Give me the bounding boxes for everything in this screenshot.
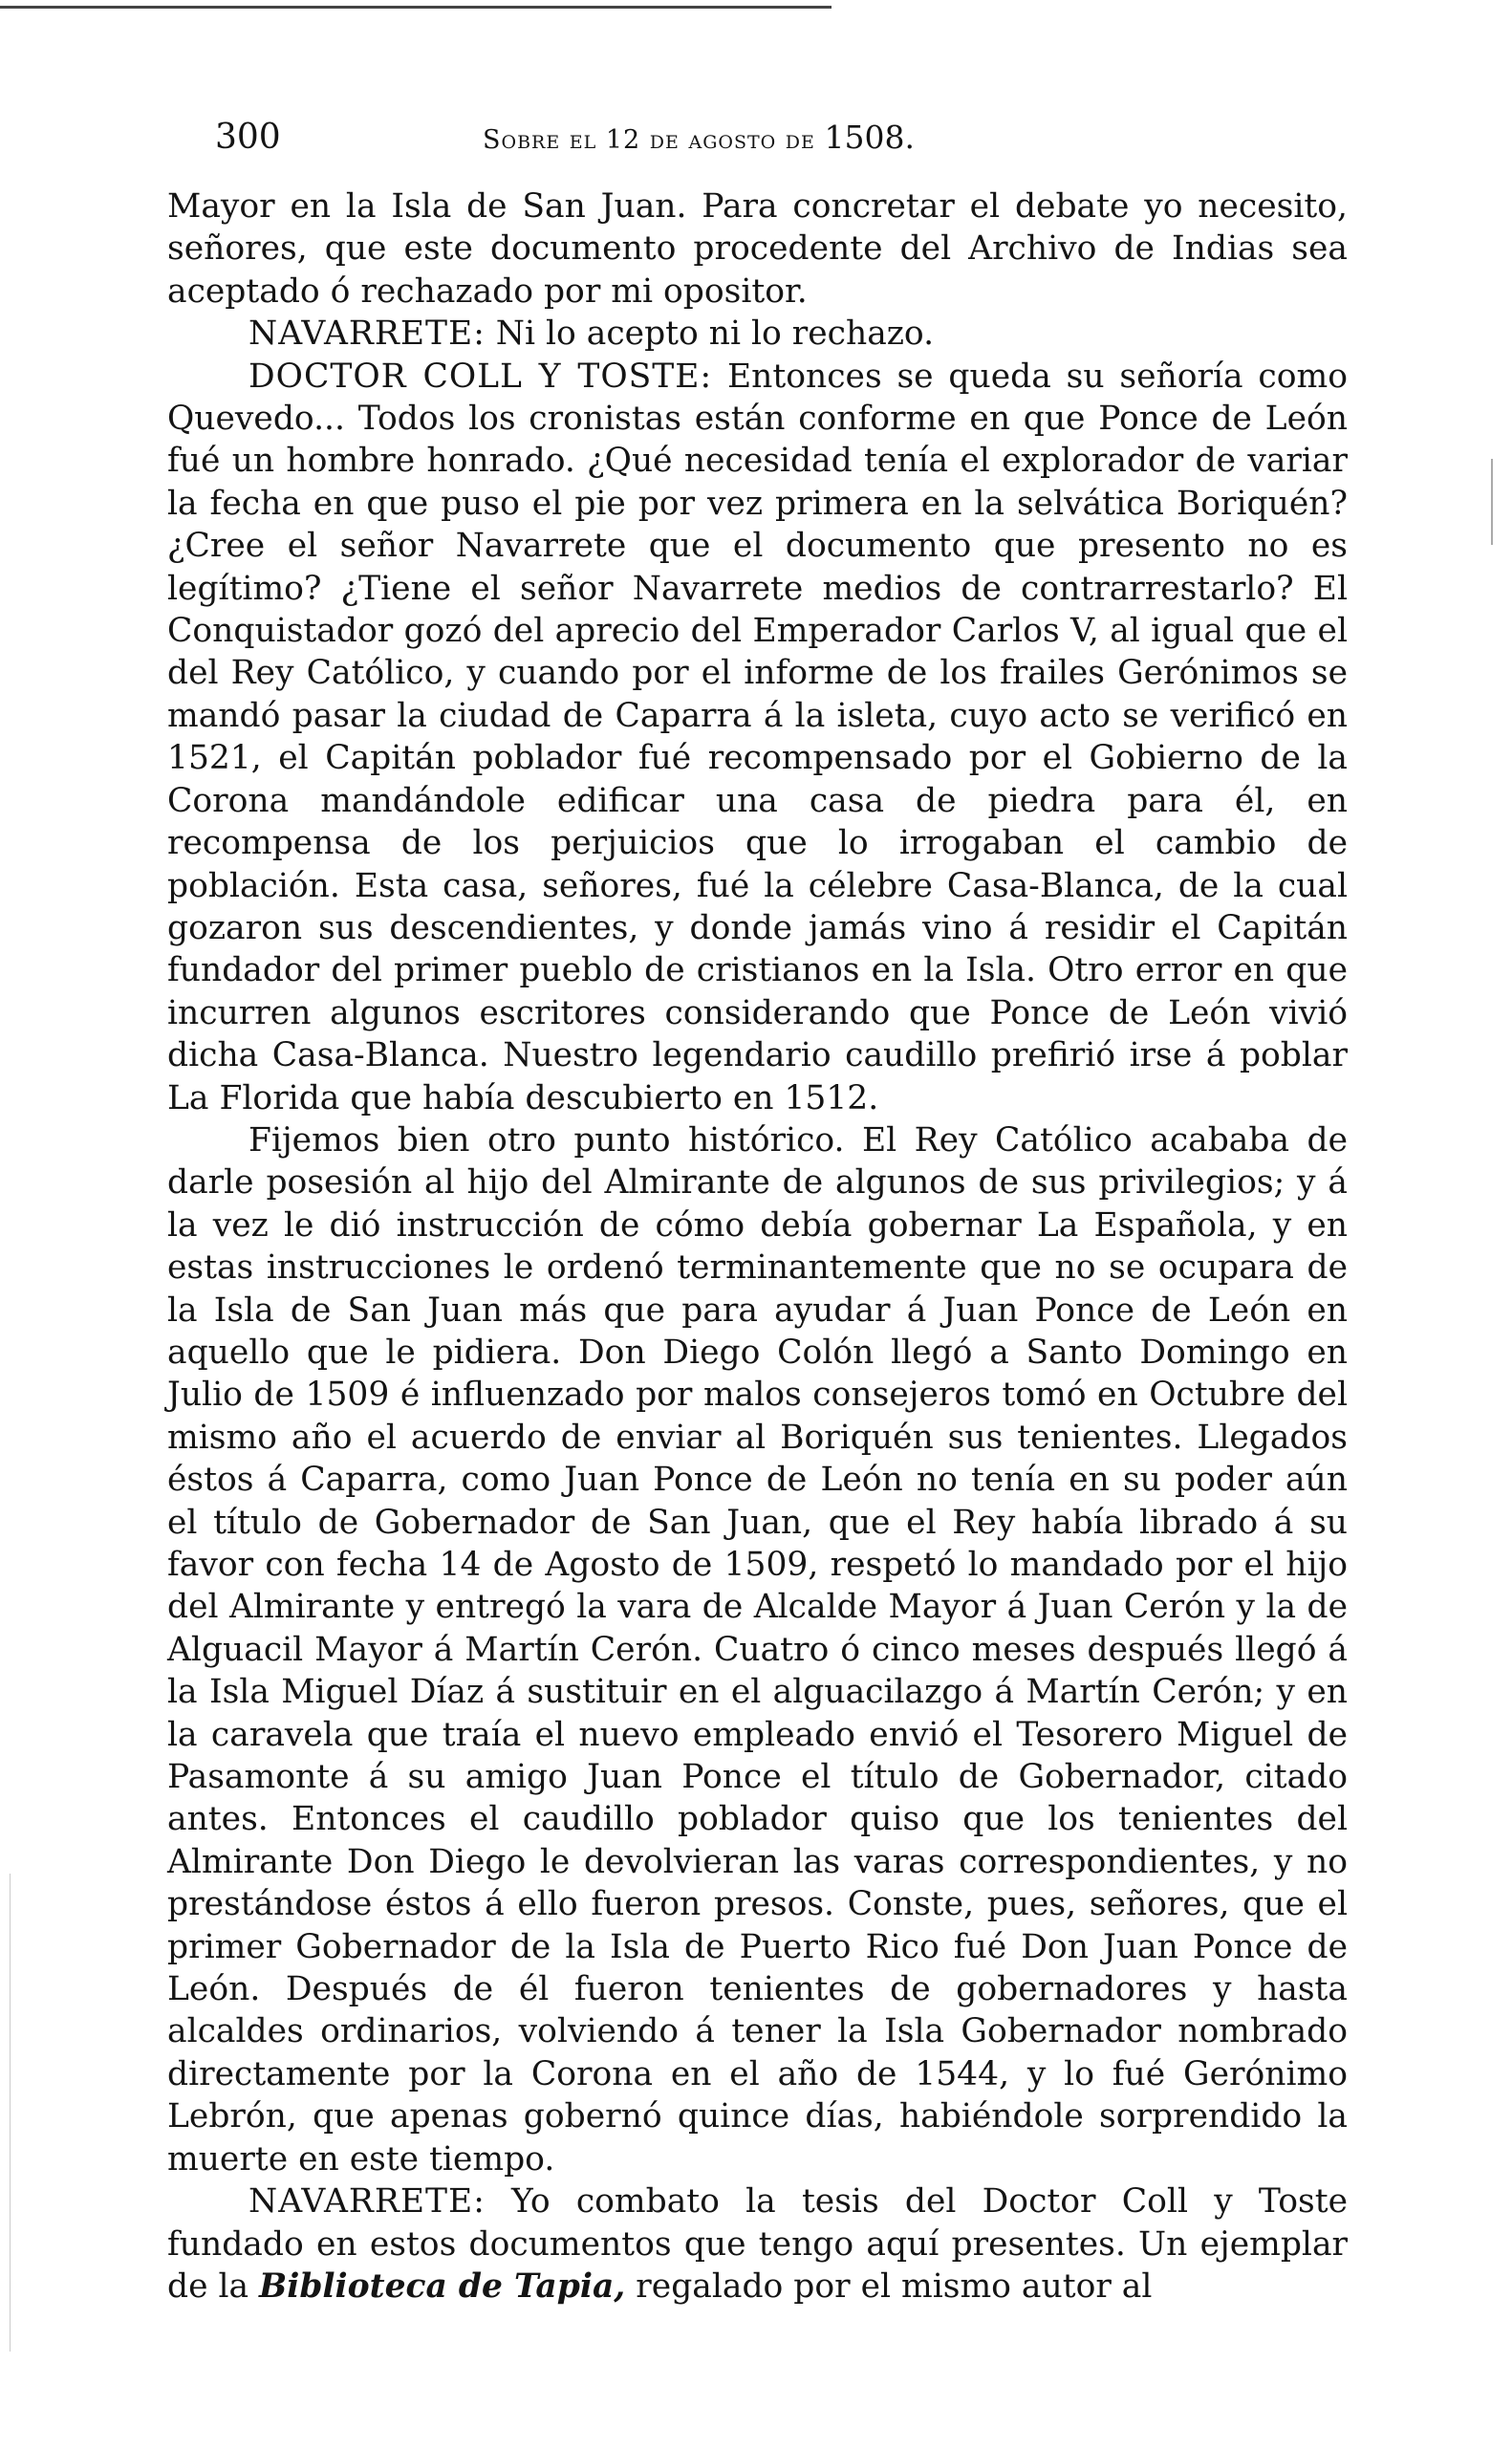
page-header	[167, 115, 1348, 161]
paragraph-1	[167, 185, 1348, 313]
book-page	[167, 115, 1348, 2308]
paragraph-1-text: Mayor en la Isla de San Juan. Para concretar el debate yo necesito, señores, que este documento procedente del Archivo de Indias sea aceptado ó rechazado por mi opositor.	[167, 187, 1348, 311]
running-head	[483, 115, 915, 163]
running-head-year: 1508.	[824, 119, 915, 156]
top-border-rule	[0, 6, 832, 9]
paragraph-4	[167, 1119, 1348, 2180]
right-margin-mark	[1491, 459, 1493, 545]
running-head-title: Sobre el 12 de agosto de	[483, 125, 815, 155]
speaker-navarrete-2: NAVARRETE:	[248, 2182, 486, 2222]
paragraph-3	[167, 356, 1348, 1119]
body-text	[167, 185, 1348, 2308]
paragraph-2	[167, 313, 1348, 355]
paragraph-5-text-after: regalado por el mismo autor al	[636, 2266, 1153, 2306]
paragraph-2-text: Ni lo acepto ni lo rechazo.	[495, 314, 935, 354]
book-title: Biblioteca de Tapia,	[259, 2266, 626, 2306]
page-number: 300	[215, 118, 281, 157]
speaker-coll-y-toste: DOCTOR COLL Y TOSTE:	[248, 357, 713, 396]
paragraph-4-text: Fijemos bien otro punto histórico. El Rey Católico acababa de darle posesión al hijo del Almirante de algunos de sus privilegios; y á la vez le dió instrucción de cómo debía gobernar La Española, y en estas instrucciones le ordenó terminantemente que no se ocupara de la Isla de San Juan más que para ayudar á Juan Ponce de León en aquello que le pidiera. Don Diego Colón llegó a Santo Domingo en Julio de 1509 é influenzado por malos consejeros tomó en Octubre del mismo año el acuerdo de enviar al Boriquén sus tenientes. Llegados éstos á Caparra, como Juan Ponce de León no tenía en su poder aún el título de Gobernador de San Juan, que el Rey había librado á su favor con fecha 14 de Agosto de 1509, respetó lo mandado por el hijo del Almirante y entregó la vara de Alcalde Mayor á Juan Cerón y la de Alguacil Mayor á Martín Cerón. Cuatro ó cinco meses después llegó á la Isla Miguel Díaz á sustituir en el alguacilazgo á Martín Cerón; y en la caravela que traía el nuevo empleado envió el Tesorero Miguel de Pasamonte á su amigo Juan Ponce el título de Gobernador, citado antes. Entonces el caudillo poblador quiso que los tenientes del Almirante Don Diego le devolvieran las varas correspondientes, y no prestándose éstos á ello fueron presos. Conste, pues, señores, que el primer Gobernador de la Isla de Puerto Rico fué Don Juan Ponce de León. Después de él fueron tenientes de gobernadores y hasta alcaldes ordinarios, volviendo á tener la Isla Gobernador nombrado directamente por la Corona en el año de 1544, y lo fué Gerónimo Lebrón, que apenas gobernó quince días, habiéndole sorprendido la muerte en este tiempo.	[167, 1120, 1348, 2179]
paragraph-5-text: Yo combato la tesis del Doctor Coll y Toste fundado en estos documentos que tengo aquí presentes. Un ejemplar de la	[167, 2182, 1348, 2306]
speaker-navarrete: NAVARRETE:	[248, 314, 486, 354]
paragraph-3-text: Entonces se queda su señoría como Quevedo... Todos los cronistas están conforme en que Ponce de León fué un hombre honrado. ¿Qué necesidad tenía el explorador de variar la fecha en que puso el pie por vez primera en la selvática Boriquén? ¿Cree el señor Navarrete que el documento que presento no es legítimo? ¿Tiene el señor Navarrete medios de contrarrestarlo? El Conquistador gozó del aprecio del Emperador Carlos V, al igual que el del Rey Católico, y cuando por el informe de los frailes Gerónimos se mandó pasar la ciudad de Caparra á la isleta, cuyo acto se verificó en 1521, el Capitán poblador fué recompensado por el Gobierno de la Corona mandándole edificar una casa de piedra para él, en recompensa de los perjuicios que lo irrogaban el cambio de población. Esta casa, señores, fué la célebre Casa-Blanca, de la cual gozaron sus descendientes, y donde jamás vino á residir el Capitán fundador del primer pueblo de cristianos en la Isla. Otro error en que incurren algunos escritores considerando que Ponce de León vivió dicha Casa-Blanca. Nuestro legendario caudillo prefirió irse á poblar La Florida que había descubierto en 1512.	[167, 357, 1348, 1117]
paragraph-5	[167, 2180, 1348, 2308]
left-margin-mark	[10, 1874, 11, 2352]
